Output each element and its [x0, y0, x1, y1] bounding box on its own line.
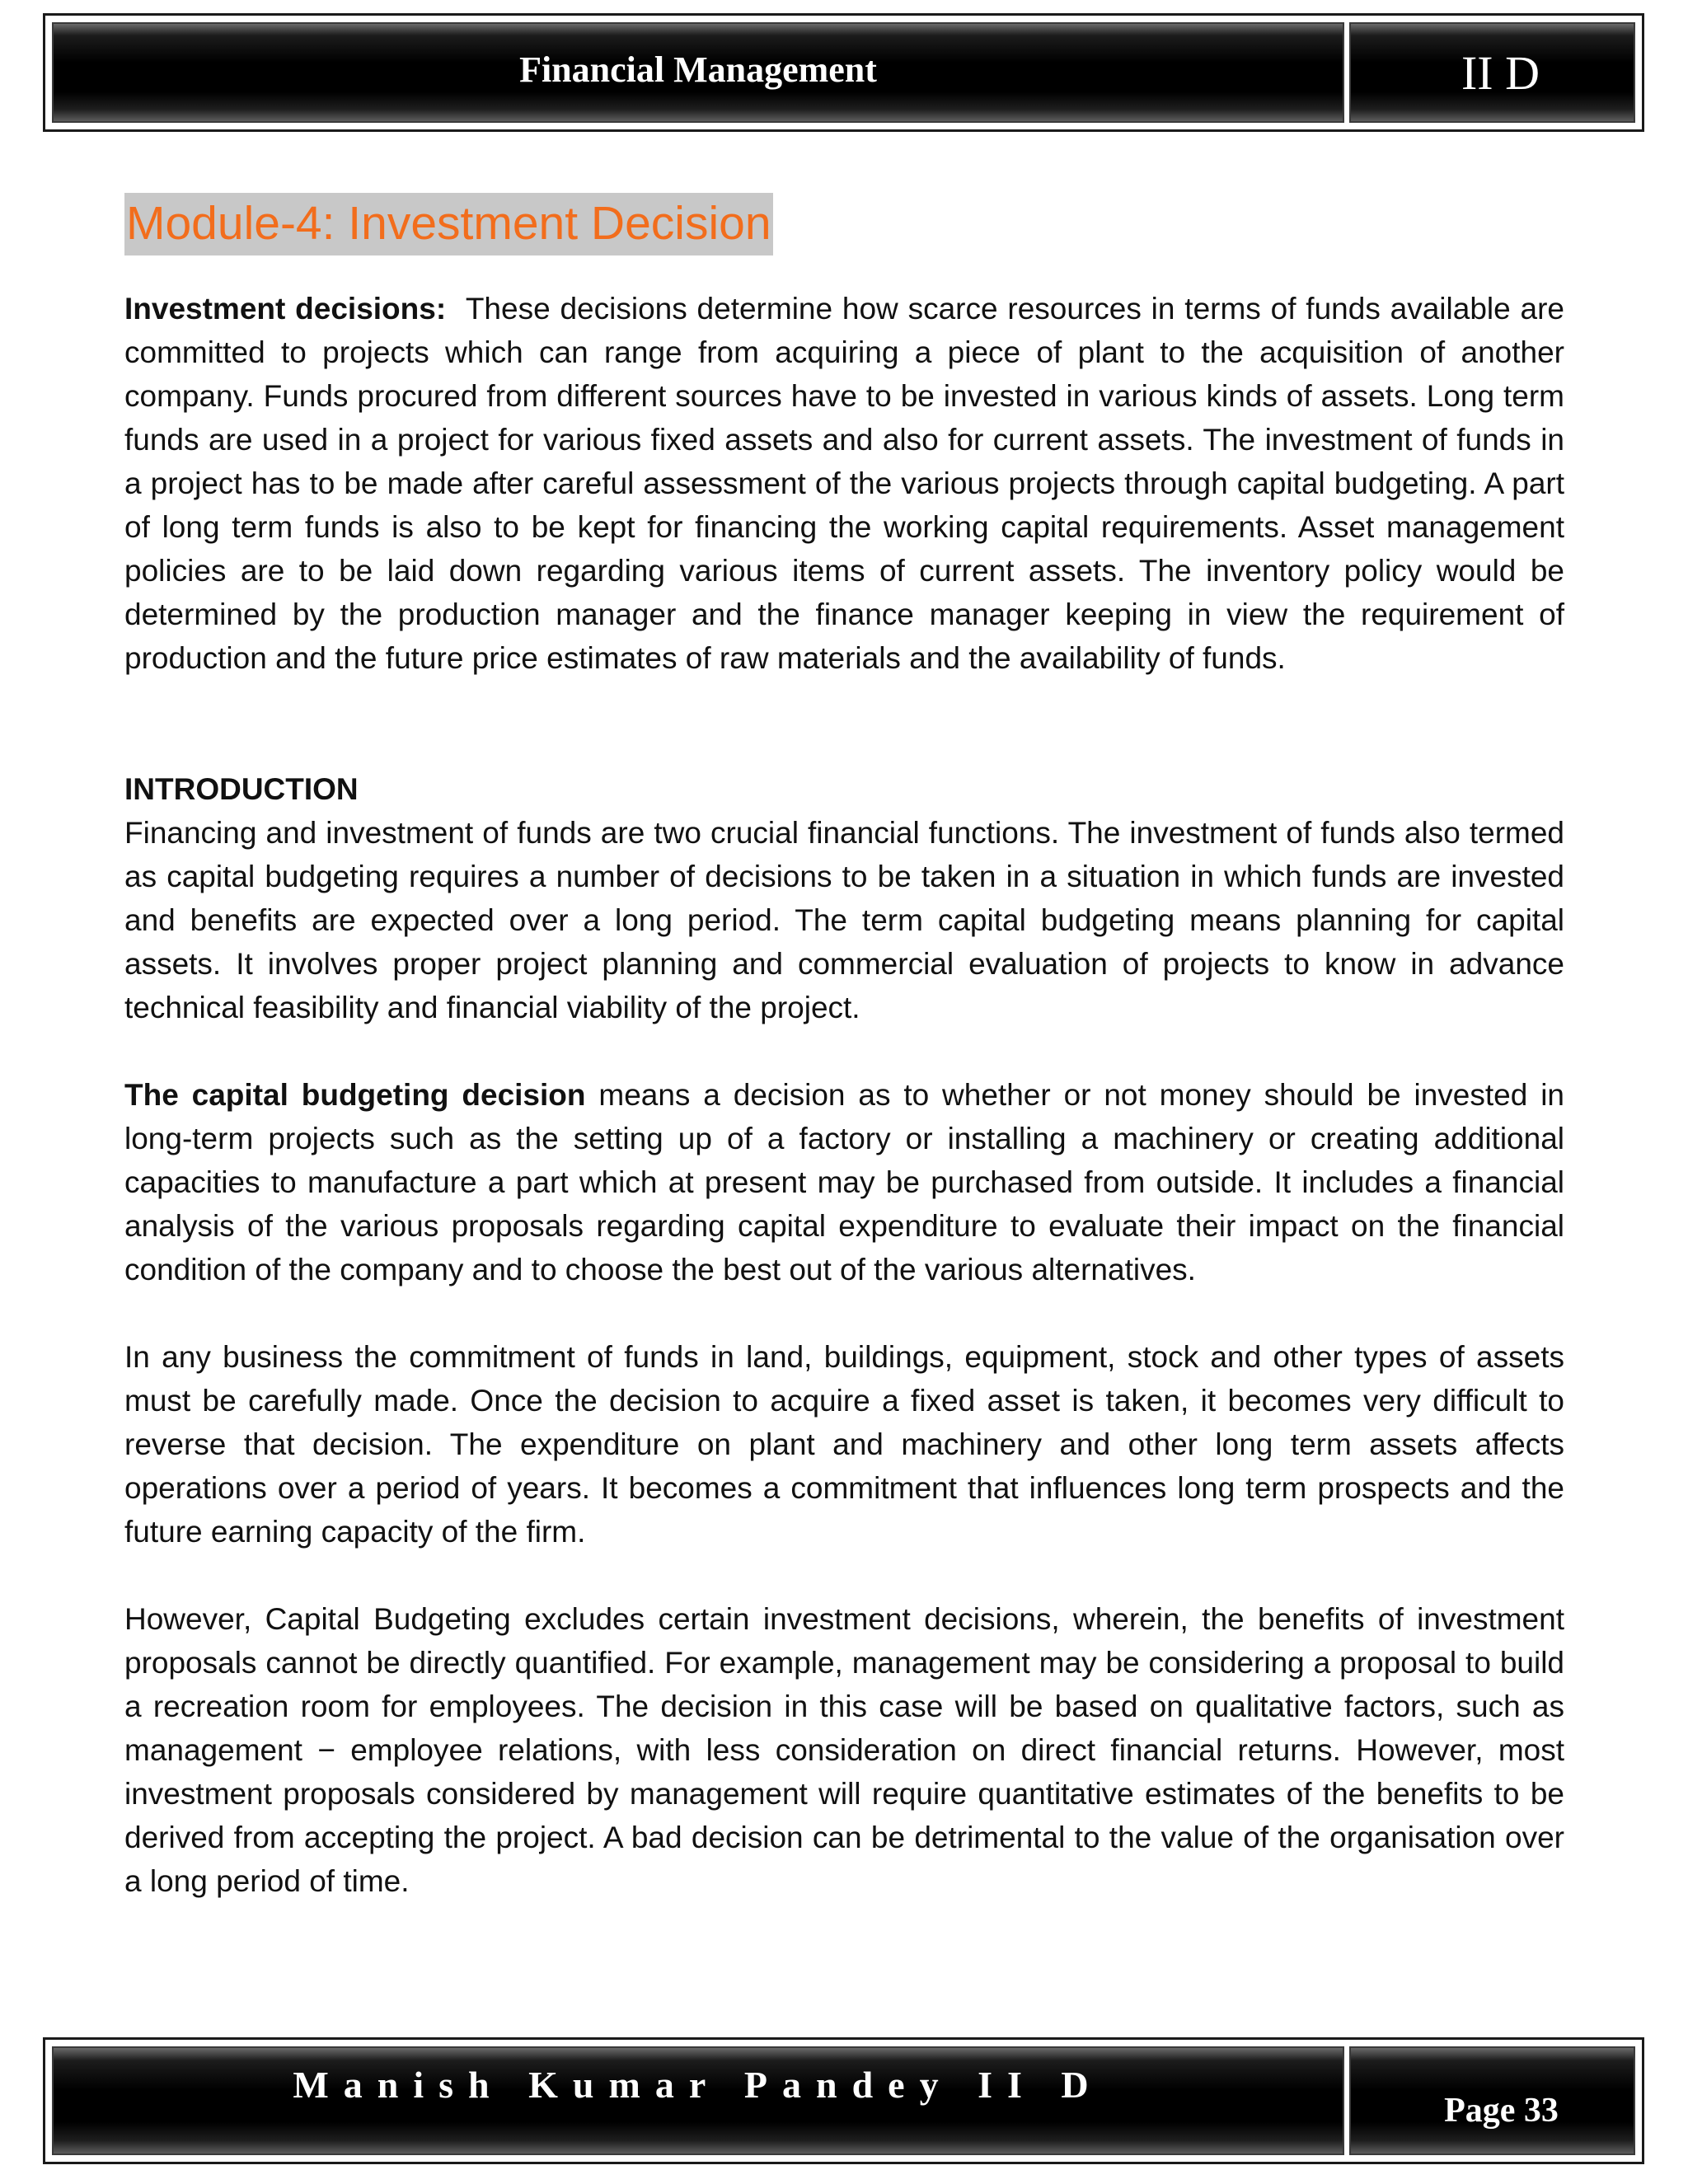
introduction-heading: INTRODUCTION	[124, 772, 359, 806]
module-title: Module-4: Investment Decision	[124, 193, 773, 255]
capital-budgeting-paragraph	[124, 1073, 1564, 1291]
capital-budgeting-lead: The capital budgeting decision	[124, 1078, 586, 1112]
header-bar	[43, 13, 1644, 132]
page-content	[124, 193, 1564, 1903]
investment-decisions-body: These decisions determine how scarce resources in terms of funds available are committed to projects which can range from acquiring a piece of plant to the acquisition of another company. Funds procured from different sources have to be invested in various kinds of assets. Long term funds are used in a project for various fixed assets and also for current assets. The investment of funds in a project has to be made after careful assessment of the various projects through capital budgeting. A part of long term funds is also to be kept for financing the working capital requirements. Asset management policies are to be laid down regarding various items of current assets. The inventory policy would be determined by the production manager and the finance manager keeping in view the requirement of production and the future price estimates of raw materials and the availability of funds.	[124, 292, 1564, 675]
footer-bar	[43, 2037, 1644, 2164]
footer-author: Manish Kumar Pandey II D	[52, 2046, 1344, 2155]
header-title: Financial Management	[52, 22, 1344, 123]
investment-decisions-lead: Investment decisions:	[124, 292, 447, 326]
introduction-paragraph-1: Financing and investment of funds are two crucial financial functions. The investment of funds also termed as capital budgeting requires a number of decisions to be taken in a situation in which funds are invested and benefits are expected over a long period. The term capital budgeting means planning for capital assets. It involves proper project planning and commercial evaluation of projects to know in advance technical feasibility and financial viability of the project.	[124, 816, 1564, 1024]
commitment-paragraph: In any business the commitment of funds in land, buildings, equipment, stock and other types of assets must be carefully made. Once the decision to acquire a fixed asset is taken, it becomes very difficult to reverse that decision. The expenditure on plant and machinery and other long term assets affects operations over a period of years. It becomes a commitment that influences long term prospects and the future earning capacity of the firm.	[124, 1340, 1564, 1549]
exclusions-paragraph: However, Capital Budgeting excludes certain investment decisions, wherein, the benefits of investment proposals cannot be directly quantified. For example, management may be considering a proposal to build a recreation room for employees. The decision in this case will be based on qualitative factors, such as management − employee relations, with less consideration on direct financial returns. However, most investment proposals considered by management will require quantitative estimates of the benefits to be derived from accepting the project. A bad decision can be detrimental to the value of the organisation over a long period of time.	[124, 1602, 1564, 1898]
header-class-code: II D	[1349, 22, 1635, 123]
investment-decisions-paragraph	[124, 287, 1564, 680]
capital-budgeting-body: means a decision as to whether or not money should be invested in long-term projects such as the setting up of a factory or installing a machinery or creating additional capacities to manufacture a part which at present may be purchased from outside. It includes a financial analysis of the various proposals regarding capital expenditure to evaluate their impact on the financial condition of the company and to choose the best out of the various alternatives.	[124, 1078, 1564, 1286]
footer-page-number: Page 33	[1349, 2046, 1635, 2155]
